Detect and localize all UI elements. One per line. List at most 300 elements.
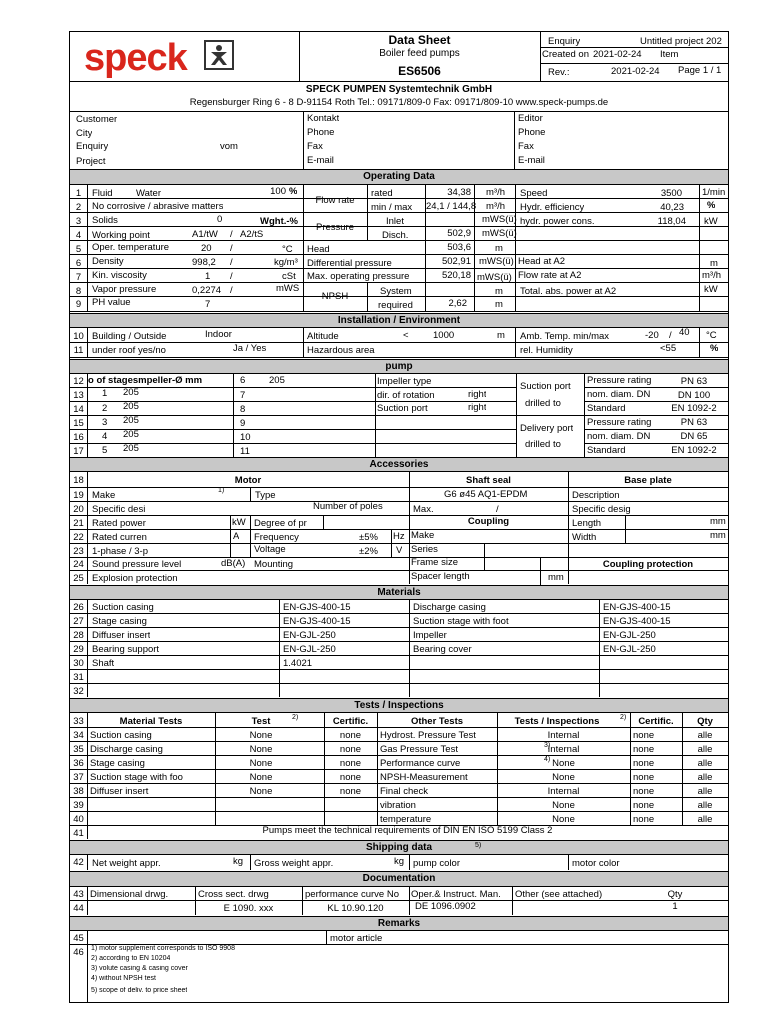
solids-value: 0	[217, 214, 223, 225]
row-number: 6	[75, 258, 82, 269]
material-part: Suction stage with foot	[413, 616, 509, 627]
m-unit: m	[710, 258, 718, 269]
working-point-a2: A2/tS	[240, 229, 264, 240]
row-number: 24	[73, 559, 84, 570]
impeller-diameter: 205	[269, 375, 285, 386]
editor-phone-label: Phone	[518, 127, 546, 138]
remark-note: 1) motor supplement corresponds to ISO 9908	[91, 945, 235, 952]
material-test-value: None	[249, 730, 273, 741]
row-number: 8	[75, 286, 82, 297]
other-test-item: temperature	[380, 814, 432, 825]
suction-port-value: right	[468, 402, 487, 413]
altitude-value: 1000	[433, 330, 455, 341]
mwsu-unit: mWS(ü)	[479, 256, 514, 267]
rotation-value: right	[468, 389, 487, 400]
section-tests: Tests / Inspections	[70, 698, 728, 713]
material-value: EN-GJS-400-15	[603, 602, 671, 613]
row-number: 29	[73, 644, 84, 655]
mwsu-unit: mWS(ü)	[482, 228, 517, 239]
material-test-value: None	[249, 758, 273, 769]
row-number: 16	[73, 432, 84, 443]
fluid-label: Fluid	[92, 188, 113, 199]
max-op-pressure-value: 520,18	[441, 270, 471, 281]
percent-unit: %	[289, 186, 298, 197]
base-plate-heading: Base plate	[624, 475, 672, 486]
row-number: 21	[73, 518, 84, 529]
mm-unit: mm	[710, 530, 726, 541]
fax-label: Fax	[307, 141, 323, 152]
amb-temp-min: -20	[645, 330, 659, 341]
diff-pressure-label: Differential pressure	[307, 258, 392, 269]
material-certificate: none	[339, 730, 362, 741]
poles-label: Number of poles	[313, 501, 383, 512]
inspection-value: Internal	[547, 730, 580, 741]
degree-protection-label: Degree of pr	[254, 518, 307, 529]
other-docs-label: Other (see attached)	[515, 889, 603, 900]
row-number: 34	[73, 730, 84, 741]
specific-design-label: Specific desi	[92, 504, 146, 515]
rated-power-label: Rated power	[92, 518, 146, 529]
impeller-type-label: Impeller type	[377, 376, 432, 387]
stages-header: o of stagesmpeller-Ø mm	[88, 375, 203, 386]
inspection-value: Internal	[547, 744, 580, 755]
discharge-label: Disch.	[382, 230, 409, 241]
row-number: 7	[75, 272, 82, 283]
humidity-label: rel. Humidity	[520, 345, 573, 356]
inspection-qty: alle	[697, 730, 713, 741]
m3h-unit: m³/h	[702, 270, 721, 281]
viscosity-label: Kin. viscosity	[92, 270, 147, 281]
stage-number: 7	[240, 390, 246, 401]
stage-number: 4	[102, 431, 108, 442]
coupling-heading: Coupling	[467, 516, 510, 527]
footnote-ref: 5)	[475, 842, 482, 849]
shaft-seal-value: G6 ø45 AQ1-EPDM	[444, 489, 528, 500]
inspection-qty: alle	[697, 786, 713, 797]
weight-unit: Wght.-%	[260, 216, 298, 227]
head-value: 503,6	[447, 242, 471, 253]
ph-label: PH value	[92, 297, 131, 308]
impeller-diameter: 205	[123, 443, 139, 454]
phone-label: Phone	[307, 127, 335, 138]
inspection-value: Internal	[547, 786, 580, 797]
vapor-pressure-value: 0,2274	[192, 285, 222, 296]
discharge-value: 502,9	[447, 228, 471, 239]
row-number: 25	[73, 573, 84, 584]
row-number: 36	[73, 758, 84, 769]
row-number: 17	[73, 446, 84, 457]
oper-temp-value: 20	[201, 243, 212, 254]
delivery-port-heading: Delivery port	[520, 423, 574, 434]
mm-unit: mm	[548, 572, 564, 583]
material-certificate: none	[339, 744, 362, 755]
m3h-unit: m³/h	[486, 187, 505, 198]
created-value: 2021-02-24	[593, 49, 642, 60]
operating-manual-label: Oper.& Instruct. Man.	[411, 889, 501, 900]
stage-number: 2	[102, 403, 108, 414]
delivery-diameter: DN 65	[680, 431, 708, 442]
material-test-value: None	[249, 772, 273, 783]
section-pump: pump	[70, 359, 728, 374]
total-power-label: Total. abs. power at A2	[520, 286, 617, 297]
doc-qty-value: 1	[672, 901, 678, 912]
slash: /	[669, 330, 672, 341]
row-number: 23	[73, 546, 84, 557]
row-number: 46	[73, 947, 84, 958]
stage-number: 1	[102, 388, 108, 399]
row-number: 2	[75, 202, 82, 213]
voltage-tolerance: ±2%	[359, 546, 378, 557]
other-test-item: NPSH-Measurement	[380, 772, 468, 783]
inspection-value: None	[552, 814, 575, 825]
material-test-value: None	[249, 786, 273, 797]
suction-pressure-rating: PN 63	[680, 376, 708, 387]
city-label: City	[76, 128, 93, 139]
m-unit: m	[495, 299, 503, 310]
footnote-ref: 1)	[218, 487, 225, 494]
row-number: 12	[73, 376, 84, 387]
material-part: Bearing cover	[413, 644, 472, 655]
row-number: 33	[73, 716, 84, 727]
material-test-item: Suction stage with foo	[90, 772, 183, 783]
footnote-ref: 4)	[544, 756, 551, 763]
inspection-value: None	[552, 800, 575, 811]
material-certificate: none	[339, 786, 362, 797]
row-number: 3	[75, 216, 82, 227]
delivery-standard: EN 1092-2	[671, 445, 717, 456]
net-weight-label: Net weight appr.	[92, 858, 161, 869]
speck-logo-icon	[204, 40, 234, 70]
inspection-certificate: none	[633, 758, 655, 769]
material-tests-header: Material Tests	[119, 716, 183, 727]
type-label: Type	[255, 490, 276, 501]
humidity-value: <55	[660, 343, 677, 354]
product-name: Boiler feed pumps	[379, 48, 460, 59]
flow-rated-value: 34,38	[447, 187, 471, 198]
cross-section-value: E 1090. xxx	[223, 903, 274, 914]
customer-label: Customer	[76, 114, 118, 125]
rated-current-label: Rated curren	[92, 532, 147, 543]
inspection-qty: alle	[697, 758, 713, 769]
amb-temp-max: 40	[679, 327, 690, 338]
building-label: Building / Outside	[92, 331, 167, 342]
suction-standard: EN 1092-2	[671, 403, 717, 414]
working-point-label: Working point	[92, 230, 150, 241]
density-label: Density	[92, 256, 124, 267]
remark-note: 5) scope of deliv. to price sheet	[91, 987, 188, 994]
row-number: 1	[75, 188, 82, 199]
row-number: 31	[73, 672, 84, 683]
frequency-label: Frequency	[254, 532, 299, 543]
page-title: Data Sheet	[388, 33, 451, 47]
inspection-certificate: none	[633, 730, 655, 741]
section-materials: Materials	[70, 585, 728, 600]
row-number: 22	[73, 532, 84, 543]
suction-port-label: Suction port	[377, 403, 428, 414]
frequency-tolerance: ±5%	[359, 532, 378, 543]
row-number: 27	[73, 616, 84, 627]
row-number: 13	[73, 390, 84, 401]
inspection-qty: alle	[697, 772, 713, 783]
test-header: Test	[251, 716, 271, 727]
other-test-item: vibration	[380, 800, 416, 811]
cst-unit: cSt	[282, 271, 296, 282]
page-number: Page 1 / 1	[678, 65, 722, 76]
max-op-pressure-label: Max. operating pressure	[307, 271, 410, 282]
kw-unit: kW	[232, 517, 246, 528]
description-label: Description	[572, 490, 620, 501]
material-test-value: None	[249, 744, 273, 755]
inspection-qty: alle	[697, 814, 713, 825]
row-number: 30	[73, 658, 84, 669]
material-part: Discharge casing	[413, 602, 486, 613]
hz-unit: Hz	[393, 531, 405, 542]
cross-section-label: Cross sect. drwg	[198, 889, 269, 900]
footnote-ref: 3)	[544, 742, 551, 749]
company-address: Regensburger Ring 6 - 8 D-91154 Roth Tel.: 09171/809-0 Fax: 09171/809-10 www.speck-pumps.de	[189, 97, 609, 108]
row-number: 35	[73, 744, 84, 755]
row-number: 4	[75, 230, 82, 241]
rated-label: rated	[371, 188, 393, 199]
slash: /	[496, 504, 499, 515]
efficiency-value: 40,23	[660, 202, 684, 213]
pressure-rating-label: Pressure rating	[587, 417, 652, 428]
flow-a2-label: Flow rate at A2	[518, 270, 582, 281]
material-test-item: Diffuser insert	[90, 786, 149, 797]
mws-unit: mWS	[276, 283, 300, 294]
standards-note: Pumps meet the technical requirements of DIN EN ISO 5199 Class 2	[262, 825, 553, 836]
fluid-percent: 100	[270, 186, 286, 197]
enquiry-label: Enquiry	[548, 36, 581, 47]
impeller-diameter: 205	[123, 429, 139, 440]
flow-rate-label: Flow rate	[315, 195, 355, 206]
speck-logo: speck	[84, 37, 187, 79]
performance-curve-label: performance curve No	[305, 889, 399, 900]
working-point-a1: A1/tW	[192, 229, 218, 240]
density-unit: kg/m³	[274, 257, 298, 268]
hydr-power-label: hydr. power cons.	[520, 216, 595, 227]
slash: /	[230, 285, 233, 296]
editor-fax-label: Fax	[518, 141, 534, 152]
slash: /	[230, 229, 233, 240]
section-shipping: Shipping data	[70, 840, 728, 855]
efficiency-label: Hydr. efficiency	[520, 202, 585, 213]
hydr-power-value: 118,04	[657, 216, 686, 227]
vom-label: vom	[220, 141, 238, 152]
volt-unit: V	[396, 545, 403, 556]
inspection-certificate: none	[633, 744, 655, 755]
certificate-header: Certific.	[332, 716, 369, 727]
kg-unit: kg	[233, 856, 244, 867]
material-test-item: Discharge casing	[90, 744, 163, 755]
kw-unit: kW	[704, 216, 718, 227]
delivery-pressure-rating: PN 63	[680, 417, 708, 428]
stage-number: 8	[240, 404, 246, 415]
other-test-item: Gas Pressure Test	[380, 744, 458, 755]
section-documentation: Documentation	[70, 871, 728, 887]
kw-unit: kW	[704, 284, 718, 295]
ph-value: 7	[205, 299, 211, 310]
remark-note: 2) according to EN 10204	[91, 955, 171, 962]
material-part: Suction casing	[92, 602, 154, 613]
material-test-item: Suction casing	[90, 730, 152, 741]
m-unit: m	[497, 330, 505, 341]
explosion-protection-label: Explosion protection	[92, 573, 178, 584]
row-number: 37	[73, 772, 84, 783]
lt-symbol: <	[403, 330, 409, 341]
width-label: Width	[572, 532, 597, 543]
inspection-certificate: none	[633, 772, 655, 783]
stage-number: 5	[102, 445, 108, 456]
operating-manual-value: DE 1096.0902	[415, 901, 476, 912]
vapor-pressure-label: Vapor pressure	[92, 284, 157, 295]
rev-value: 2021-02-24	[611, 66, 660, 77]
row-number: 45	[73, 933, 84, 944]
enquiry-value: Untitled project 202	[640, 36, 722, 47]
viscosity-value: 1	[205, 271, 211, 282]
other-tests-header: Other Tests	[410, 716, 464, 727]
series-label: Series	[411, 544, 438, 555]
email-label: E-mail	[307, 155, 334, 166]
material-test-item: Stage casing	[90, 758, 145, 769]
material-value: EN-GJL-250	[603, 644, 656, 655]
speed-label: Speed	[520, 188, 548, 199]
percent-unit: %	[707, 200, 716, 211]
row-number: 38	[73, 786, 84, 797]
mwsu-unit: mWS(ü)	[477, 272, 512, 283]
percent-unit: %	[710, 343, 719, 354]
row-number: 15	[73, 418, 84, 429]
row-number: 28	[73, 630, 84, 641]
impeller-diameter: 205	[123, 401, 139, 412]
row-number: 26	[73, 602, 84, 613]
editor-email-label: E-mail	[518, 155, 545, 166]
roof-label: under roof yes/no	[92, 345, 166, 356]
section-operating-data: Operating Data	[70, 169, 728, 185]
gross-weight-label: Gross weight appr.	[254, 858, 334, 869]
item-label: Item	[660, 49, 679, 60]
speed-value: 3500	[660, 188, 682, 199]
mounting-label: Mounting	[254, 559, 294, 570]
other-test-item: Final check	[380, 786, 429, 797]
drilled-to-label: drilled to	[525, 439, 561, 450]
slash: /	[230, 257, 233, 268]
slash: /	[230, 271, 233, 282]
inspection-value: None	[552, 758, 575, 769]
dba-unit: dB(A)	[221, 558, 246, 569]
motor-article-label: motor article	[330, 933, 383, 944]
npsh-system-label: System	[380, 286, 412, 297]
doc-qty-label: Qty	[667, 889, 683, 900]
motor-heading: Motor	[234, 475, 262, 486]
row-number: 41	[73, 828, 84, 839]
inspection-certificate: none	[633, 800, 655, 811]
rev-label: Rev.:	[548, 67, 570, 78]
dimensional-drawing-label: Dimensional drwg.	[90, 889, 169, 900]
head-label: Head	[307, 244, 330, 255]
stage-number: 6	[240, 375, 246, 386]
stage-number: 9	[240, 418, 246, 429]
qty-header: Qty	[697, 716, 713, 727]
material-value: EN-GJL-250	[603, 630, 656, 641]
row-number: 20	[73, 504, 84, 515]
kontakt-label: Kontakt	[307, 113, 340, 124]
make-label: Make	[92, 490, 116, 501]
created-label: Created on	[542, 49, 590, 60]
project-label: Project	[76, 156, 106, 167]
material-value: EN-GJL-250	[283, 644, 336, 655]
row-number: 40	[73, 814, 84, 825]
nominal-diameter-label: nom. diam. DN	[587, 431, 651, 442]
inspection-qty: alle	[697, 744, 713, 755]
other-test-item: Performance curve	[380, 758, 461, 769]
inspection-certificate: none	[633, 786, 655, 797]
row-number: 32	[73, 686, 84, 697]
material-certificate: none	[339, 758, 362, 769]
material-part: Diffuser insert	[92, 630, 151, 641]
frame-size-label: Frame size	[411, 557, 458, 568]
celsius-unit: °C	[706, 330, 717, 341]
row-number: 5	[75, 244, 82, 255]
other-test-item: Hydrost. Pressure Test	[380, 730, 476, 741]
data-sheet	[69, 31, 729, 1003]
min-max-label: min / max	[371, 202, 413, 213]
row-number: 42	[73, 857, 84, 868]
max-label: Max.	[413, 504, 434, 515]
celsius-unit: °C	[282, 244, 293, 255]
npsh-required-label: required	[378, 300, 413, 311]
phase-label: 1-phase / 3-p	[92, 546, 148, 557]
slash: /	[230, 243, 233, 254]
material-value: EN-GJS-400-15	[283, 602, 351, 613]
mm-unit: mm	[710, 516, 726, 527]
material-value: EN-GJS-400-15	[603, 616, 671, 627]
drilled-to-label: drilled to	[525, 398, 561, 409]
length-label: Length	[572, 518, 602, 529]
roof-value: Ja / Yes	[233, 343, 267, 354]
head-a2-label: Head at A2	[518, 256, 566, 267]
m-unit: m	[495, 243, 503, 254]
coupling-make-label: Make	[411, 530, 435, 541]
diff-pressure-value: 502,91	[441, 256, 471, 267]
spacer-length-label: Spacer length	[411, 571, 470, 582]
row-number: 43	[73, 889, 84, 900]
motor-color-label: motor color	[572, 858, 620, 869]
inspection-value: None	[552, 772, 575, 783]
footnote-ref: 2)	[292, 714, 299, 721]
material-value: EN-GJL-250	[283, 630, 336, 641]
section-accessories: Accessories	[70, 457, 728, 472]
remark-note: 3) volute casing & casing cover	[91, 965, 188, 972]
flow-min-max-value: 24,1 / 144,8	[426, 201, 477, 212]
hazardous-label: Hazardous area	[307, 345, 375, 356]
altitude-label: Altitude	[307, 331, 339, 342]
nominal-diameter-label: nom. diam. DN	[587, 389, 651, 400]
amp-unit: A	[233, 531, 240, 542]
inlet-label: Inlet	[386, 216, 404, 227]
row-number: 10	[73, 331, 84, 342]
enquiry-contact-label: Enquiry	[76, 141, 109, 152]
tests-inspections-header: Tests / Inspections	[514, 716, 600, 727]
shaft-seal-heading: Shaft seal	[466, 475, 511, 486]
row-number: 9	[75, 299, 82, 310]
stage-number: 3	[102, 417, 108, 428]
inspection-certificate: none	[633, 814, 655, 825]
impeller-diameter: 205	[123, 387, 139, 398]
coupling-protection-heading: Coupling protection	[602, 559, 694, 570]
stage-number: 10	[240, 432, 251, 443]
rotation-label: dir. of rotation	[377, 390, 435, 401]
